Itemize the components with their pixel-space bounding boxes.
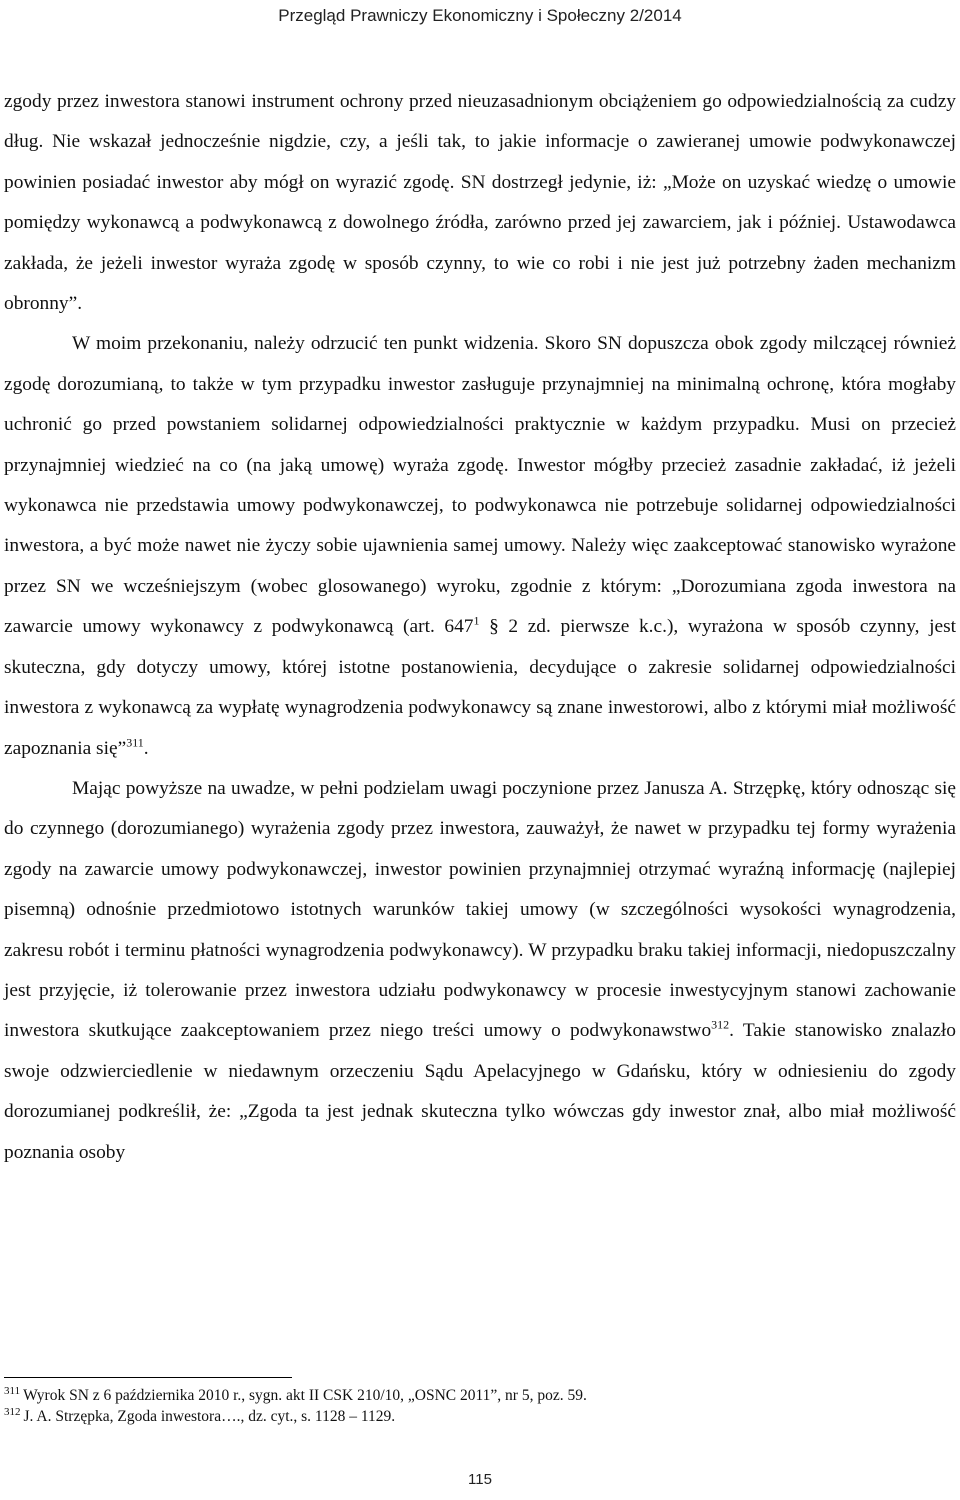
article-body <box>4 82 956 1173</box>
footnote-311 <box>4 1385 904 1406</box>
footnote-312 <box>4 1406 904 1427</box>
paragraph-text: § 2 zd. pierwsze k.c.), wyrażona w sposób czynny, jest skuteczna, gdy dotyczy umowy, której istotne postanowienia, decydujące o zakresie solidarnej odpowiedzialności inwestora z wykonawcą za wypłatę wynagrodzenia podwykonawcy są znane inwestorowi, albo z którymi miał możliwość zapoznania się” <box>4 616 956 759</box>
footnote-number: 311 <box>4 1384 21 1397</box>
footnote-separator <box>4 1377 292 1378</box>
page-number: 115 <box>468 1471 492 1488</box>
paragraph-text: . <box>143 737 149 759</box>
running-header: Przegląd Prawniczy Ekonomiczny i Społeczny 2/2014 <box>278 6 682 25</box>
paragraph-text: W moim przekonaniu, należy odrzucić ten punkt widzenia. Skoro SN dopuszcza obok zgody milczącej również zgodę dorozumianą, to także w tym przypadku inwestor zasługuje przynajmniej na minimalną ochronę, która mogłaby uchronić go przed powstaniem solidarnej odpowiedzialności praktycznie w każdym przypadku. Musi on przecież przynajmniej wiedzieć na co (na jaką umowę) wyraża zgodę. Inwestor mógłby przecież zasadnie zakładać, iż jeżeli wykonawca nie przedstawia umowy podwykonawczej, to podwykonawca nie potrzebuje solidarnej odpowiedzialności inwestora, a być może nawet nie życzy sobie ujawnienia samej umowy. Należy więc zaakceptować stanowisko wyrażone przez SN we wcześniejszym (wobec glosowanego) wyroku, zgodnie z którym: „Dorozumiana zgoda inwestora na zawarcie umowy wykonawcy z podwykonawcą (art. 647 <box>4 333 956 638</box>
paragraph <box>4 769 956 1173</box>
footnote-text: J. A. Strzępka, Zgoda inwestora…., dz. cyt., s. 1128 – 1129. <box>23 1408 396 1425</box>
footnote-text: Wyrok SN z 6 października 2010 r., sygn. akt II CSK 210/10, „OSNC 2011”, nr 5, poz. 59. <box>23 1387 587 1404</box>
superscript: 1 <box>473 613 480 628</box>
paragraph-text: . Takie stanowisko znalazło swoje odzwierciedlenie w niedawnym orzeczeniu Sądu Apelacyjnego w Gdańsku, który w odniesieniu do zgody dorozumianej podkreślił, że: „Zgoda ta jest jednak skuteczna tylko wówczas gdy inwestor znał, albo miał możliwość poznania osoby <box>4 1020 956 1163</box>
footnote-ref-312[interactable]: 312 <box>711 1017 730 1032</box>
footnotes <box>4 1385 904 1427</box>
paragraph-text: zgody przez inwestora stanowi instrument ochrony przed nieuzasadnionym obciążeniem go odpowiedzialnością za cudzy dług. Nie wskazał jednocześnie nigdzie, czy, a jeśli tak, to jakie informacje o zawieranej umowie podwykonawczej powinien posiadać inwestor aby mógł on wyrazić zgodę. SN dostrzegł jedynie, iż: „Może on uzyskać wiedzę o umowie pomiędzy wykonawcą a podwykonawcą z dowolnego źródła, zarówno przed jej zawarciem, jak i później. Ustawodawca zakłada, że jeżeli inwestor wyraża zgodę w sposób czynny, to wie co robi i nie jest już potrzebny żaden mechanizm obronny”. <box>4 91 956 315</box>
paragraph <box>4 82 956 324</box>
paragraph <box>4 324 956 768</box>
footnote-number: 312 <box>4 1405 21 1418</box>
footnote-ref-311[interactable]: 311 <box>126 735 144 750</box>
paragraph-text: Mając powyższe na uwadze, w pełni podzielam uwagi poczynione przez Janusza A. Strzępkę, który odnosząc się do czynnego (dorozumianego) wyrażenia zgody przez inwestora, zauważył, że nawet w przypadku tej formy wyrażenia zgody na zawarcie umowy podwykonawczej, inwestor powinien przynajmniej otrzymać wyraźną informację (najlepiej pisemną) odnośnie przedmiotowo istotnych warunków takiej umowy (w szczególności wysokości wynagrodzenia, zakresu robót i terminu płatności wynagrodzenia podwykonawcy). W przypadku braku takiej informacji, niedopuszczalny jest przyjęcie, iż tolerowanie przez inwestora udziału podwykonawcy w procesie inwestycyjnym stanowi zachowanie inwestora skutkujące zaakceptowaniem przez niego treści umowy o podwykonawstwo <box>4 777 956 1042</box>
